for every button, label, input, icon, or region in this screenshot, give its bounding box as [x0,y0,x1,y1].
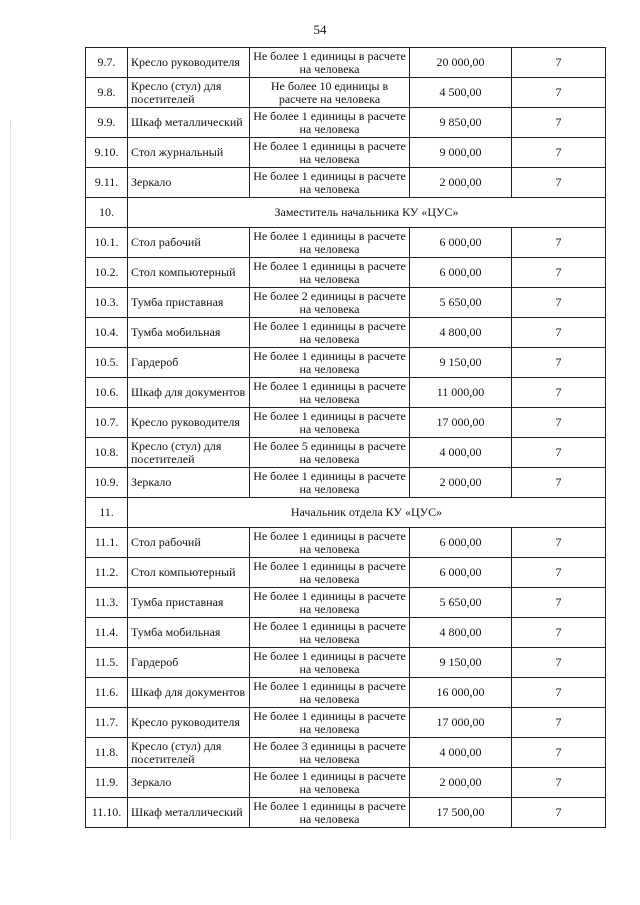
item-term: 7 [512,318,606,348]
item-name: Тумба приставная [128,288,250,318]
table-row [86,648,606,678]
item-term: 7 [512,468,606,498]
item-norm: Не более 1 единицы в расчете на человека [250,318,410,348]
table-row [86,378,606,408]
item-norm: Не более 1 единицы в расчете на человека [250,558,410,588]
table-row [86,108,606,138]
table-row [86,48,606,78]
item-price: 17 000,00 [410,408,512,438]
table-row [86,258,606,288]
row-number: 11.7. [86,708,128,738]
table-row [86,348,606,378]
table-row [86,558,606,588]
item-name: Гардероб [128,648,250,678]
item-term: 7 [512,408,606,438]
table-row [86,528,606,558]
row-number: 10.5. [86,348,128,378]
item-term: 7 [512,528,606,558]
table-row [86,768,606,798]
item-name: Стол рабочий [128,528,250,558]
item-norm: Не более 1 единицы в расчете на человека [250,108,410,138]
row-number: 9.10. [86,138,128,168]
table-body [86,48,606,828]
item-price: 17 500,00 [410,798,512,828]
row-number: 11. [86,498,128,528]
row-number: 10.1. [86,228,128,258]
table-row [86,138,606,168]
table-row [86,468,606,498]
section-row [86,498,606,528]
item-price: 17 000,00 [410,708,512,738]
row-number: 11.1. [86,528,128,558]
item-term: 7 [512,738,606,768]
row-number: 9.9. [86,108,128,138]
table-row [86,78,606,108]
item-term: 7 [512,438,606,468]
item-name: Шкаф для документов [128,378,250,408]
item-term: 7 [512,348,606,378]
item-price: 9 150,00 [410,648,512,678]
item-name: Зеркало [128,468,250,498]
item-term: 7 [512,798,606,828]
table-row [86,588,606,618]
item-price: 9 000,00 [410,138,512,168]
item-term: 7 [512,258,606,288]
row-number: 11.4. [86,618,128,648]
item-norm: Не более 1 единицы в расчете на человека [250,798,410,828]
table-row [86,228,606,258]
item-price: 6 000,00 [410,558,512,588]
item-price: 16 000,00 [410,678,512,708]
row-number: 11.10. [86,798,128,828]
item-price: 4 500,00 [410,78,512,108]
item-price: 5 650,00 [410,588,512,618]
item-norm: Не более 1 единицы в расчете на человека [250,378,410,408]
item-price: 9 150,00 [410,348,512,378]
item-norm: Не более 3 единицы в расчете на человека [250,738,410,768]
item-norm: Не более 1 единицы в расчете на человека [250,408,410,438]
item-term: 7 [512,168,606,198]
margin-dots [10,120,12,840]
row-number: 9.11. [86,168,128,198]
item-name: Зеркало [128,168,250,198]
item-term: 7 [512,678,606,708]
item-price: 6 000,00 [410,258,512,288]
table-row [86,708,606,738]
table-row [86,438,606,468]
item-norm: Не более 5 единицы в расчете на человека [250,438,410,468]
item-price: 2 000,00 [410,468,512,498]
item-norm: Не более 1 единицы в расчете на человека [250,228,410,258]
row-number: 11.2. [86,558,128,588]
item-name: Стол компьютерный [128,258,250,288]
item-price: 6 000,00 [410,528,512,558]
item-term: 7 [512,768,606,798]
item-term: 7 [512,558,606,588]
item-price: 20 000,00 [410,48,512,78]
item-norm: Не более 1 единицы в расчете на человека [250,258,410,288]
table-row [86,678,606,708]
item-norm: Не более 1 единицы в расчете на человека [250,768,410,798]
section-title: Заместитель начальника КУ «ЦУС» [128,198,606,228]
row-number: 10.4. [86,318,128,348]
item-term: 7 [512,228,606,258]
row-number: 10.3. [86,288,128,318]
item-name: Кресло (стул) для посетителей [128,78,250,108]
item-name: Кресло руководителя [128,708,250,738]
row-number: 10.2. [86,258,128,288]
item-name: Зеркало [128,768,250,798]
row-number: 11.6. [86,678,128,708]
item-price: 9 850,00 [410,108,512,138]
item-norm: Не более 1 единицы в расчете на человека [250,138,410,168]
table-row [86,798,606,828]
item-norm: Не более 1 единицы в расчете на человека [250,528,410,558]
item-name: Кресло руководителя [128,408,250,438]
item-term: 7 [512,618,606,648]
row-number: 11.5. [86,648,128,678]
item-norm: Не более 1 единицы в расчете на человека [250,618,410,648]
item-name: Кресло (стул) для посетителей [128,438,250,468]
item-name: Стол компьютерный [128,558,250,588]
item-norm: Не более 1 единицы в расчете на человека [250,348,410,378]
row-number: 9.7. [86,48,128,78]
item-price: 6 000,00 [410,228,512,258]
item-price: 4 000,00 [410,438,512,468]
item-name: Тумба приставная [128,588,250,618]
item-term: 7 [512,588,606,618]
item-norm: Не более 10 единицы в расчете на человека [250,78,410,108]
item-term: 7 [512,648,606,678]
item-term: 7 [512,708,606,738]
table-row [86,618,606,648]
item-name: Кресло руководителя [128,48,250,78]
item-norm: Не более 1 единицы в расчете на человека [250,648,410,678]
item-norm: Не более 1 единицы в расчете на человека [250,468,410,498]
item-price: 2 000,00 [410,768,512,798]
item-term: 7 [512,138,606,168]
item-name: Стол журнальный [128,138,250,168]
row-number: 10.6. [86,378,128,408]
table-row [86,408,606,438]
row-number: 10. [86,198,128,228]
item-name: Шкаф металлический [128,798,250,828]
item-price: 4 800,00 [410,618,512,648]
item-name: Тумба мобильная [128,618,250,648]
row-number: 11.8. [86,738,128,768]
item-name: Стол рабочий [128,228,250,258]
item-term: 7 [512,108,606,138]
item-price: 11 000,00 [410,378,512,408]
table-row [86,288,606,318]
item-norm: Не более 1 единицы в расчете на человека [250,168,410,198]
page-number: 54 [313,22,327,37]
item-name: Шкаф для документов [128,678,250,708]
section-row [86,198,606,228]
item-norm: Не более 1 единицы в расчете на человека [250,48,410,78]
row-number: 10.7. [86,408,128,438]
item-name: Шкаф металлический [128,108,250,138]
item-term: 7 [512,378,606,408]
item-norm: Не более 1 единицы в расчете на человека [250,588,410,618]
table-row [86,318,606,348]
table-row [86,738,606,768]
table-row [86,168,606,198]
item-price: 4 000,00 [410,738,512,768]
item-name: Тумба мобильная [128,318,250,348]
item-norm: Не более 1 единицы в расчете на человека [250,678,410,708]
row-number: 11.9. [86,768,128,798]
row-number: 9.8. [86,78,128,108]
row-number: 10.8. [86,438,128,468]
item-term: 7 [512,78,606,108]
row-number: 10.9. [86,468,128,498]
section-title: Начальник отдела КУ «ЦУС» [128,498,606,528]
item-norm: Не более 1 единицы в расчете на человека [250,708,410,738]
furniture-norms-table [85,47,606,828]
row-number: 11.3. [86,588,128,618]
item-price: 4 800,00 [410,318,512,348]
item-price: 2 000,00 [410,168,512,198]
item-price: 5 650,00 [410,288,512,318]
item-term: 7 [512,48,606,78]
item-name: Гардероб [128,348,250,378]
item-term: 7 [512,288,606,318]
item-norm: Не более 2 единицы в расчете на человека [250,288,410,318]
item-name: Кресло (стул) для посетителей [128,738,250,768]
